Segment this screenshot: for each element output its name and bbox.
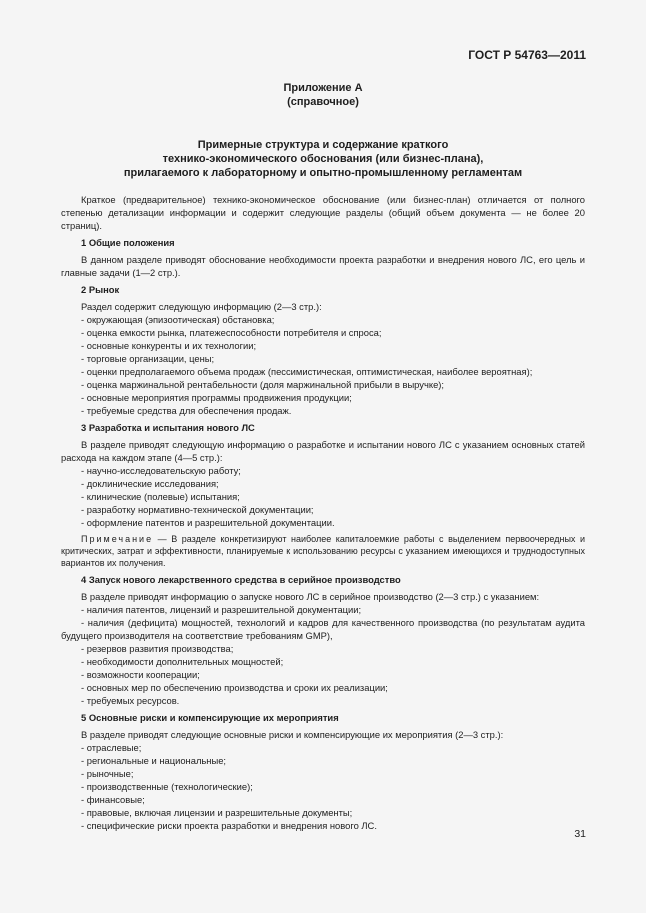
list-item: - оформление патентов и разрешительной документации. bbox=[81, 517, 335, 528]
section-paragraph: В данном разделе приводят обоснование необходимости проекта разработки и внедрения нового ЛС, его цель и главные задачи (1—2 стр.). bbox=[61, 254, 585, 278]
appendix-type: (справочное) bbox=[287, 96, 359, 108]
intro-paragraph: Краткое (предварительное) технико-экономическое обоснование (или бизнес-план) отличается от полного степенью детализации информации и содержит следующие разделы (общий объем документа — не более 20 страниц). bbox=[61, 194, 585, 231]
standard-number: ГОСТ Р 54763—2011 bbox=[468, 48, 586, 62]
list-item: - оценка емкости рынка, платежеспособности потребителя и спроса; bbox=[81, 327, 382, 338]
list-item: - торговые организации, цены; bbox=[81, 353, 215, 364]
section-heading: 5 Основные риски и компенсирующие их мероприятия bbox=[81, 712, 339, 723]
appendix-label: Приложение А bbox=[283, 82, 363, 94]
appendix-heading bbox=[0, 81, 646, 109]
note-text: — В разделе конкретизируют наиболее капиталоемкие работы с выделением первоочередных и критических, затрат и эффективности, планируемые к использованию ресурсы с указанием имеющихся и труднодоступных вариантов их получения. bbox=[61, 534, 585, 568]
list-item: - правовые, включая лицензии и разрешительные документы; bbox=[81, 807, 353, 818]
list-item: - требуемые средства для обеспечения продаж. bbox=[81, 405, 292, 416]
list-item: - наличия патентов, лицензий и разрешительной документации; bbox=[81, 604, 362, 615]
list-item: - основных мер по обеспечению производства и сроки их реализации; bbox=[81, 682, 388, 693]
list-item: - основные конкуренты и их технологии; bbox=[81, 340, 257, 351]
list-item: - возможности кооперации; bbox=[81, 669, 200, 680]
list-item: - финансовые; bbox=[81, 794, 145, 805]
title-line: прилагаемого к лабораторному и опытно-промышленному регламентам bbox=[123, 167, 523, 179]
list-item: - наличия (дефицита) мощностей, технологий и кадров для качественного производства (по результатам аудита будущего производителя на соответствие требованиям GMP), bbox=[61, 617, 585, 641]
list-item: - оценки предполагаемого объема продаж (пессимистическая, оптимистическая, наиболее вероятная); bbox=[81, 366, 533, 377]
list-item: - окружающая (эпизоотическая) обстановка; bbox=[81, 314, 275, 325]
list-item: - необходимости дополнительных мощностей; bbox=[81, 656, 284, 667]
list-item: - доклинические исследования; bbox=[81, 478, 219, 489]
document-title bbox=[0, 138, 646, 180]
section-paragraph: В разделе приводят информацию о запуске нового ЛС в серийное производство (2—3 стр.) с указанием: bbox=[81, 591, 540, 602]
note-paragraph bbox=[61, 533, 585, 569]
list-item: - производственные (технологические); bbox=[81, 781, 253, 792]
section-paragraph: В разделе приводят следующие основные риски и компенсирующие их мероприятия (2—3 стр.): bbox=[81, 729, 504, 740]
list-item: - оценка маржинальной рентабельности (доля маржинальной прибыли в выручке); bbox=[81, 379, 445, 390]
section-paragraph: Раздел содержит следующую информацию (2—3 стр.): bbox=[81, 301, 322, 312]
note-label: Примечание bbox=[81, 534, 154, 544]
document-body bbox=[61, 193, 585, 832]
list-item: - отраслевые; bbox=[81, 742, 142, 753]
list-item: - специфические риски проекта разработки и внедрения нового ЛС. bbox=[81, 820, 377, 831]
page-number: 31 bbox=[574, 828, 586, 840]
title-line: технико-экономического обоснования (или бизнес-плана), bbox=[162, 153, 484, 165]
title-line: Примерные структура и содержание краткого bbox=[197, 139, 449, 151]
list-item: - рыночные; bbox=[81, 768, 134, 779]
list-item: - основные мероприятия программы продвижения продукции; bbox=[81, 392, 352, 403]
list-item: - научно-исследовательскую работу; bbox=[81, 465, 241, 476]
section-paragraph: В разделе приводят следующую информацию о разработке и испытании нового ЛС с указанием основных статей расхода на каждом этапе (4—5 стр.): bbox=[61, 439, 585, 463]
list-item: - разработку нормативно-технической документации; bbox=[81, 504, 314, 515]
list-item: - региональные и национальные; bbox=[81, 755, 227, 766]
list-item: - требуемых ресурсов. bbox=[81, 695, 180, 706]
list-item: - резервов развития производства; bbox=[81, 643, 234, 654]
section-heading: 4 Запуск нового лекарственного средства в серийное производство bbox=[81, 574, 401, 585]
section-heading: 3 Разработка и испытания нового ЛС bbox=[81, 422, 255, 433]
list-item: - клинические (полевые) испытания; bbox=[81, 491, 240, 502]
section-heading: 2 Рынок bbox=[81, 284, 120, 295]
section-heading: 1 Общие положения bbox=[81, 237, 175, 248]
